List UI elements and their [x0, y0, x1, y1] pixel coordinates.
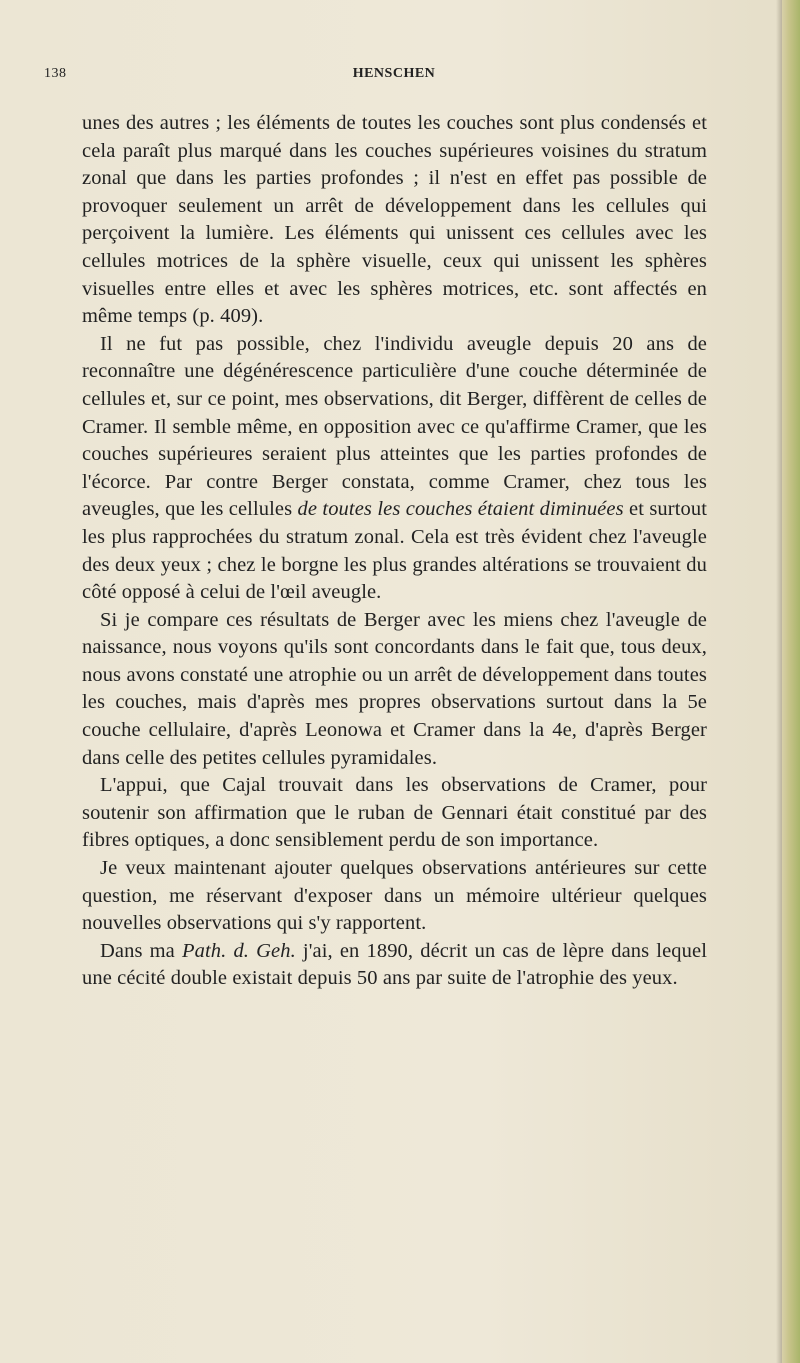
italic-phrase: de toutes les couches étaient diminuées — [297, 498, 624, 521]
running-head: HENSCHEN — [352, 66, 436, 81]
page-edge — [782, 0, 800, 1363]
paragraph-5: Je veux maintenant ajouter quelques observations antérieures sur cette question, me réservant d'exposer dans un mémoire ultérieur quelques nouvelles observations qui s'y rapportent. — [82, 857, 707, 935]
paragraph-6: Dans ma Path. d. Geh. j'ai, en 1890, décrit un cas de lèpre dans lequel une cécité double existait depuis 50 ans par suite de l'atrophie des yeux. — [82, 939, 707, 990]
body-text — [82, 110, 707, 993]
citation-title: Path. d. Geh. — [182, 939, 296, 962]
paragraph-2: Il ne fut pas possible, chez l'individu aveugle depuis 20 ans de reconnaître une dégénérescence particulière d'une couche déterminée de cellules et, sur ce point, mes observations, dit Berger, diffèrent de celles de Cramer. Il semble même, en opposition avec ce qu'affirme Cramer, que les couches supérieures seraient plus atteintes que les parties profondes de l'écorce. Par contre Berger constata, comme Cramer, chez tous les aveugles, que les cellules de toutes les couches étaient diminuées et surtout les plus rapprochées du stratum zonal. Cela est très évident chez l'aveugle des deux yeux ; chez le borgne les plus grandes altérations se trouvaient du côté opposé à celui de l'œil aveugle. — [82, 332, 708, 604]
page-header — [44, 66, 744, 86]
paragraph-3: Si je compare ces résultats de Berger avec les miens chez l'aveugle de naissance, nous voyons qu'ils sont concordants dans le fait que, tous deux, nous avons constaté une atrophie ou un arrêt de développement dans toutes les couches, mais d'après mes propres observations surtout dans la 5e couche cellulaire, d'après Leonowa et Cramer dans la 4e, d'après Berger dans celle des petites cellules pyramidales. — [82, 608, 707, 769]
paragraph-1: unes des autres ; les éléments de toutes les couches sont plus condensés et cela paraît plus marqué dans les couches supérieures voisines du stratum zonal que dans les parties profondes ; il n'est en effet pas possible de provoquer seulement un arrêt de développement dans les cellules qui perçoivent la lumière. Les éléments qui unissent ces cellules avec les cellules motrices de la sphère visuelle, ceux qui unissent les sphères visuelles entre elles et avec les sphères motrices, etc. sont affectés en même temps (p. 409). — [82, 112, 707, 328]
page-number: 138 — [44, 66, 67, 81]
paragraph-4: L'appui, que Cajal trouvait dans les observations de Cramer, pour soutenir son affirmation que le ruban de Gennari était constitué par des fibres optiques, a donc sensiblement perdu de son importance. — [82, 774, 707, 852]
